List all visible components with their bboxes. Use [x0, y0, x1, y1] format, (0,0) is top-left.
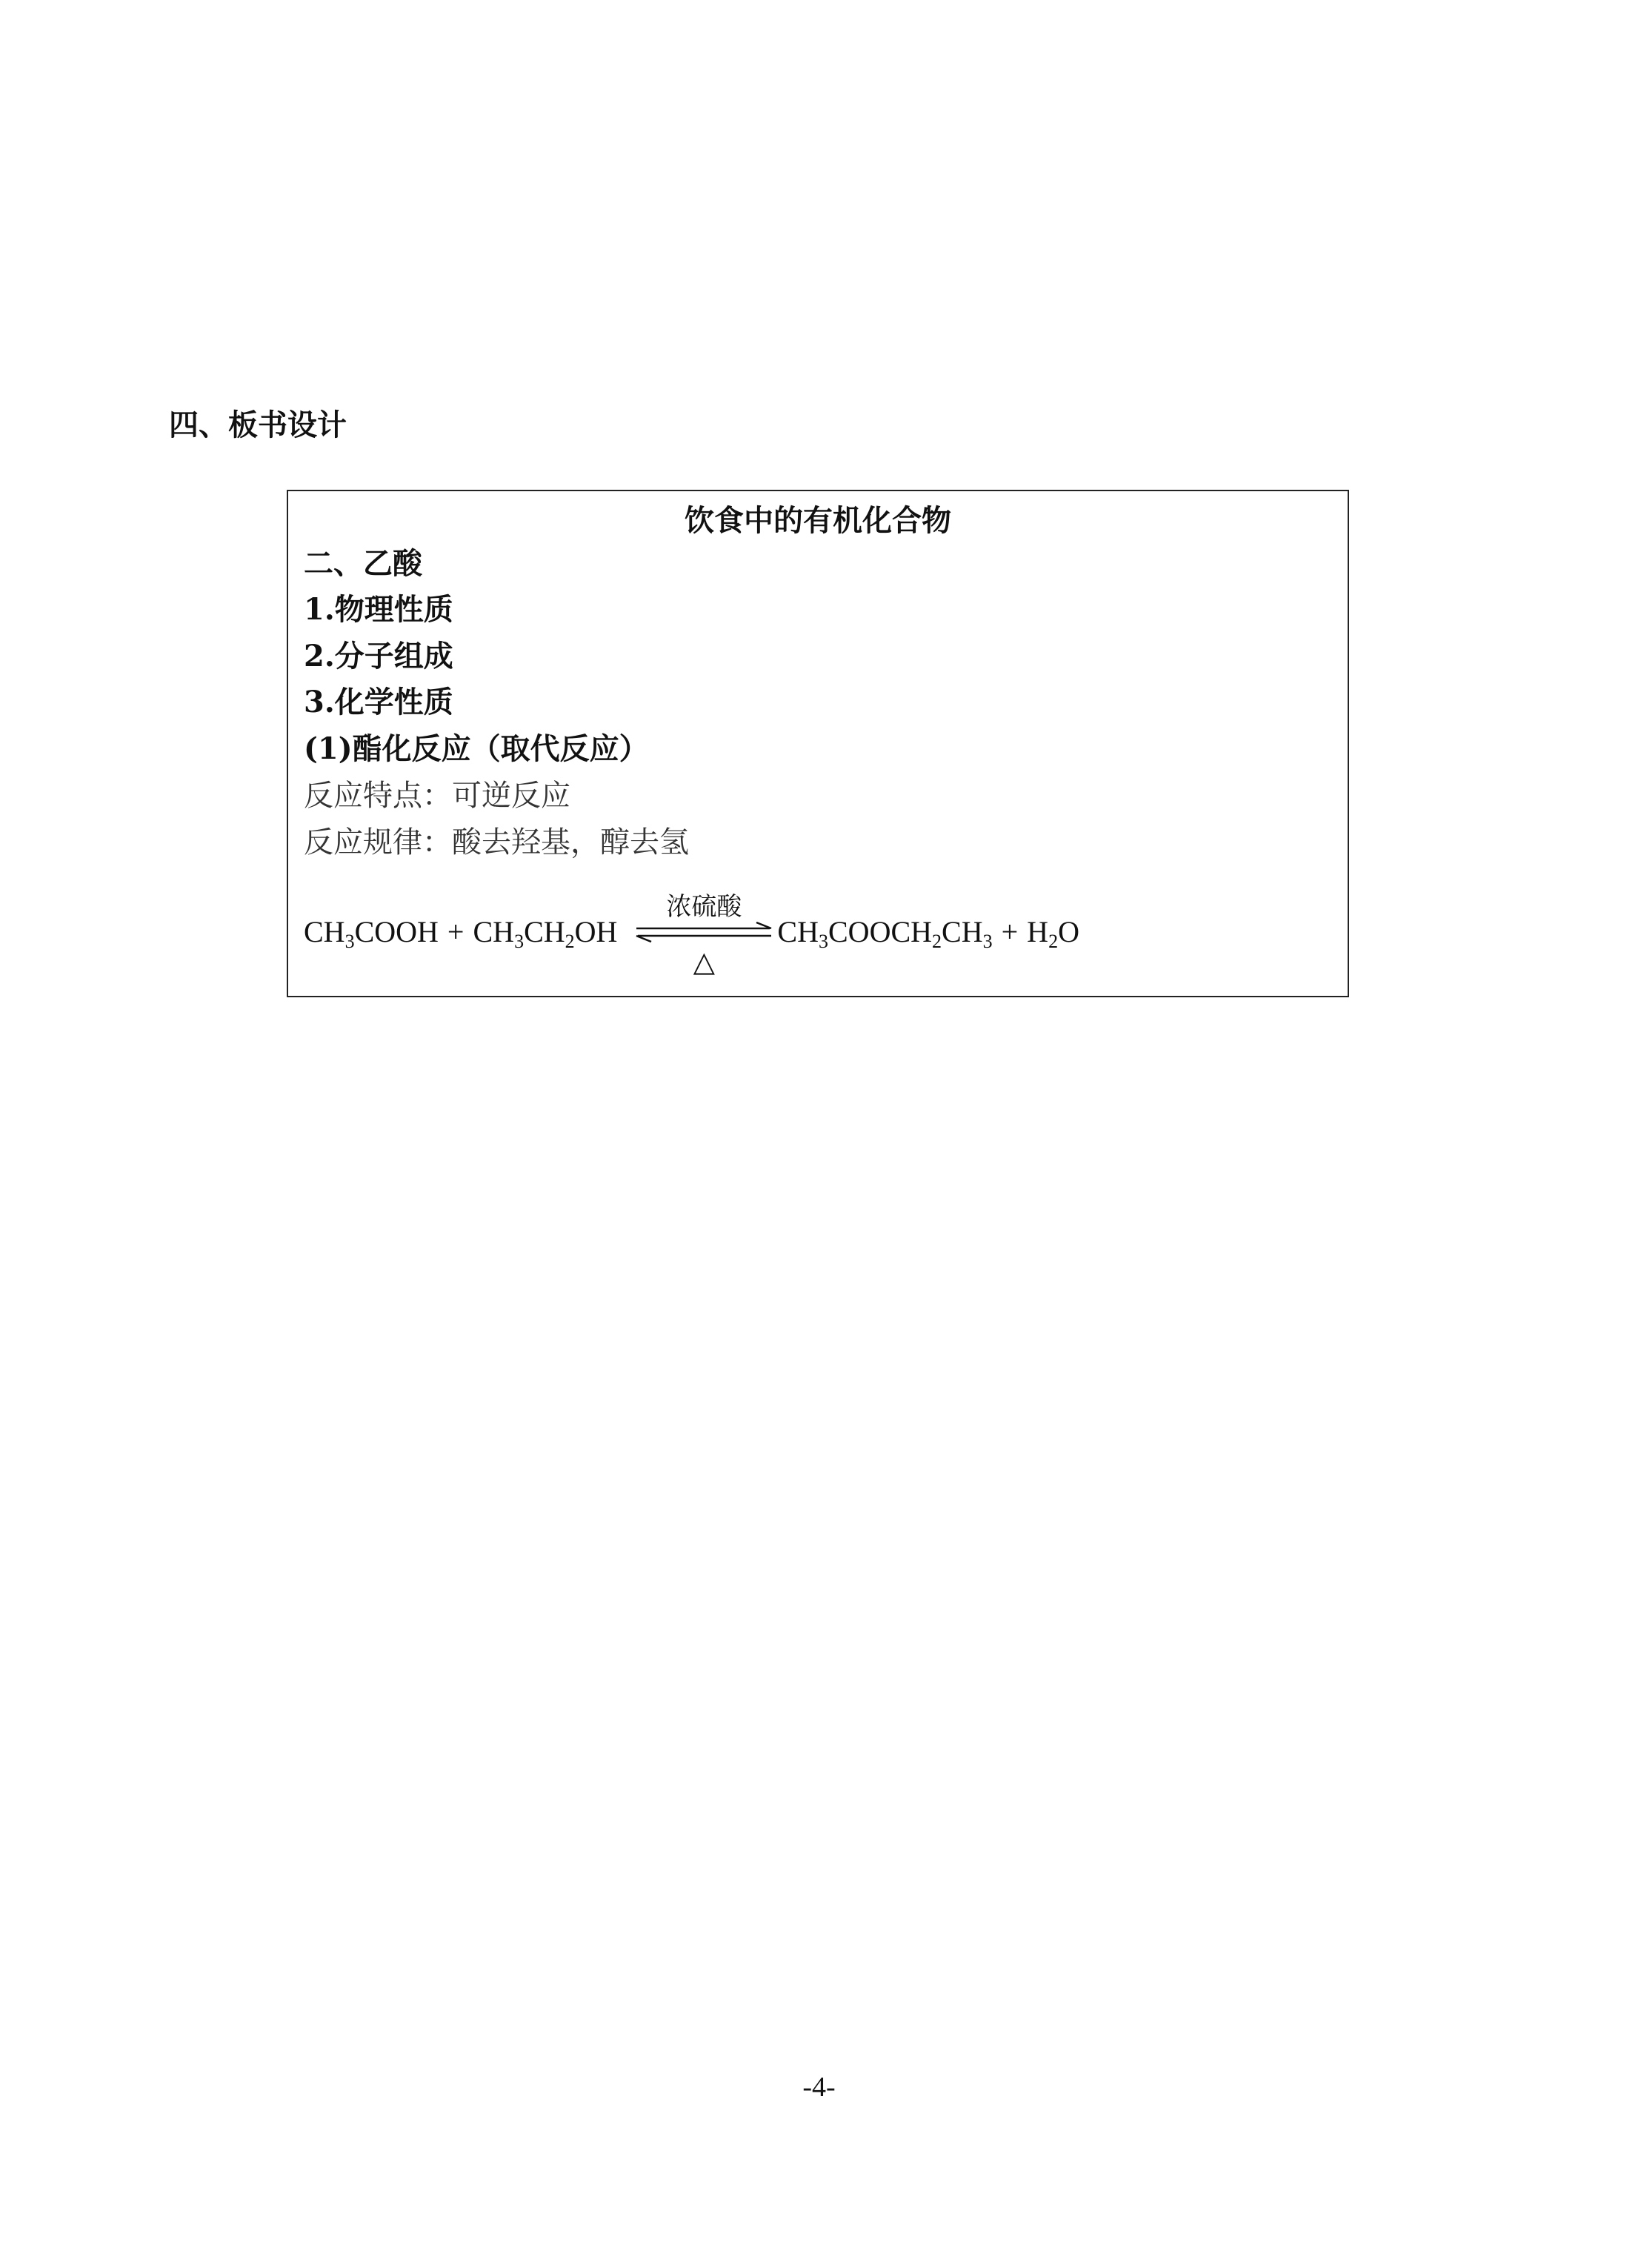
board-line-molecular-composition: 2.分子组成	[304, 639, 453, 674]
board-line-chemical-properties: 3.化学性质	[304, 685, 453, 719]
equilibrium-arrow-icon	[633, 922, 774, 942]
reversible-arrow	[633, 892, 774, 978]
board-title: 饮食中的有机化合物	[685, 503, 951, 538]
board-line-reaction-rule: 反应规律：酸去羟基，醇去氢	[304, 825, 689, 859]
esterification-equation	[304, 892, 1079, 978]
plus-sign: +	[1001, 915, 1019, 948]
board-line-esterification: (1)酯化反应（取代反应）	[304, 731, 649, 766]
reactant-acetic-acid: $CH_3COOH$	[304, 915, 439, 952]
catalyst-label: 浓硫酸	[666, 892, 742, 922]
board-line-physical-properties: 1.物理性质	[304, 592, 453, 627]
board-line-acetic-acid: 二、乙酸	[304, 546, 422, 581]
board-line-reaction-feature: 反应特点：可逆反应	[304, 779, 570, 813]
blackboard-design-box	[287, 490, 1349, 997]
product-ethyl-acetate: $CH_3COOCH_2CH_3$	[777, 915, 993, 952]
section-heading: 四、板书设计	[169, 408, 347, 442]
page-number: -4-	[802, 2072, 836, 2103]
heat-triangle-icon: △	[693, 945, 716, 978]
product-water: $H_2O$	[1027, 915, 1079, 952]
plus-sign: +	[447, 915, 465, 948]
reactant-ethanol: $CH_3CH_2OH$	[473, 915, 618, 952]
